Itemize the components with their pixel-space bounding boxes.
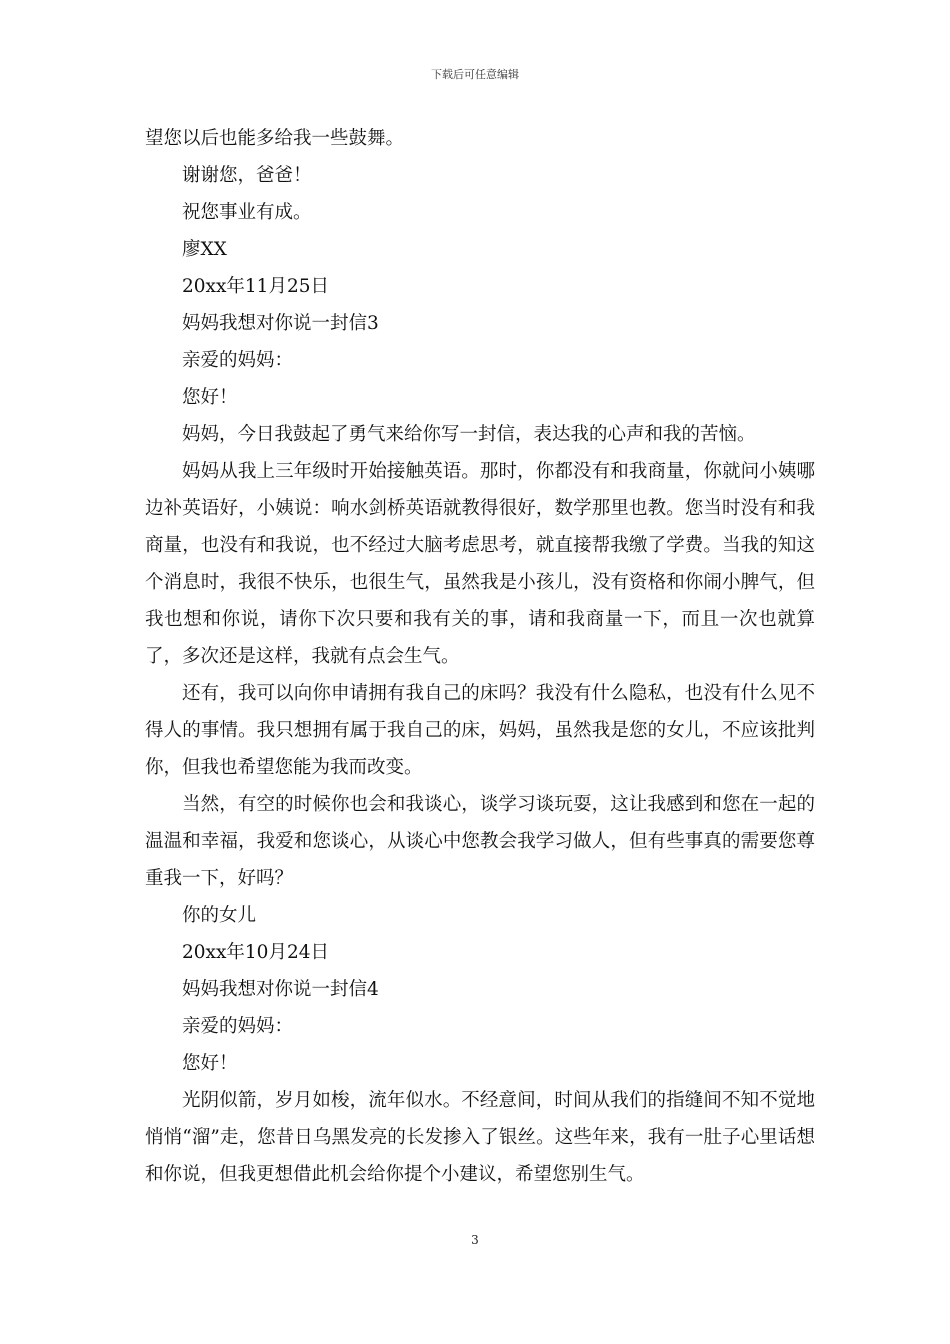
paragraph: 望您以后也能多给我一些鼓舞。	[145, 128, 405, 149]
signature-name: 你的女儿	[182, 905, 257, 926]
paragraph: 祝您事业有成。	[182, 202, 312, 223]
salutation: 亲爱的妈妈：	[182, 350, 294, 371]
paragraph: 谢谢您，爸爸！	[182, 165, 312, 186]
page-header: 下载后可任意编辑	[431, 68, 519, 81]
paragraph: 当然，有空的时候你也会和我谈心，谈学习谈玩耍，这让我感到和您在一起的温温和幸福，我爱和您谈心，从谈心中您教会我学习做人，但有些事真的需要您尊重我一下，好吗？	[145, 794, 815, 889]
signature-name: 廖XX	[182, 239, 227, 260]
paragraph: 妈妈从我上三年级时开始接触英语。那时，你都没有和我商量，你就问小姨哪边补英语好，小姨说：响水剑桥英语就教得很好，数学那里也教。您当时没有和我商量，也没有和我说，也不经过大脑考虑思考，就直接帮我缴了学费。当我的知这个消息时，我很不快乐，也很生气，虽然我是小孩儿，没有资格和你闹小脾气，但我也想和你说，请你下次只要和我有关的事，请和我商量一下，而且一次也就算了，多次还是这样，我就有点会生气。	[145, 461, 815, 667]
page-number: 3	[471, 1233, 479, 1247]
letter-date: 20xx年11月25日	[182, 276, 329, 297]
paragraph: 光阴似箭，岁月如梭，流年似水。不经意间，时间从我们的指缝间不知不觉地悄悄“溜”走，您昔日乌黑发亮的长发掺入了银丝。这些年来，我有一肚子心里话想和你说，但我更想借此机会给你提个小建议，希望您别生气。	[145, 1090, 815, 1185]
letter-date: 20xx年10月24日	[182, 942, 329, 963]
document-body	[145, 120, 815, 1193]
salutation: 亲爱的妈妈：	[182, 1016, 294, 1037]
greeting: 您好！	[182, 387, 238, 408]
letter-title: 妈妈我想对你说一封信4	[182, 979, 379, 1000]
paragraph: 妈妈，今日我鼓起了勇气来给你写一封信，表达我的心声和我的苦恼。	[182, 424, 756, 445]
paragraph: 还有，我可以向你申请拥有我自己的床吗？我没有什么隐私，也没有什么见不得人的事情。我只想拥有属于我自己的床，妈妈，虽然我是您的女儿，不应该批判你，但我也希望您能为我而改变。	[145, 683, 815, 778]
letter-title: 妈妈我想对你说一封信3	[182, 313, 379, 334]
greeting: 您好！	[182, 1053, 238, 1074]
